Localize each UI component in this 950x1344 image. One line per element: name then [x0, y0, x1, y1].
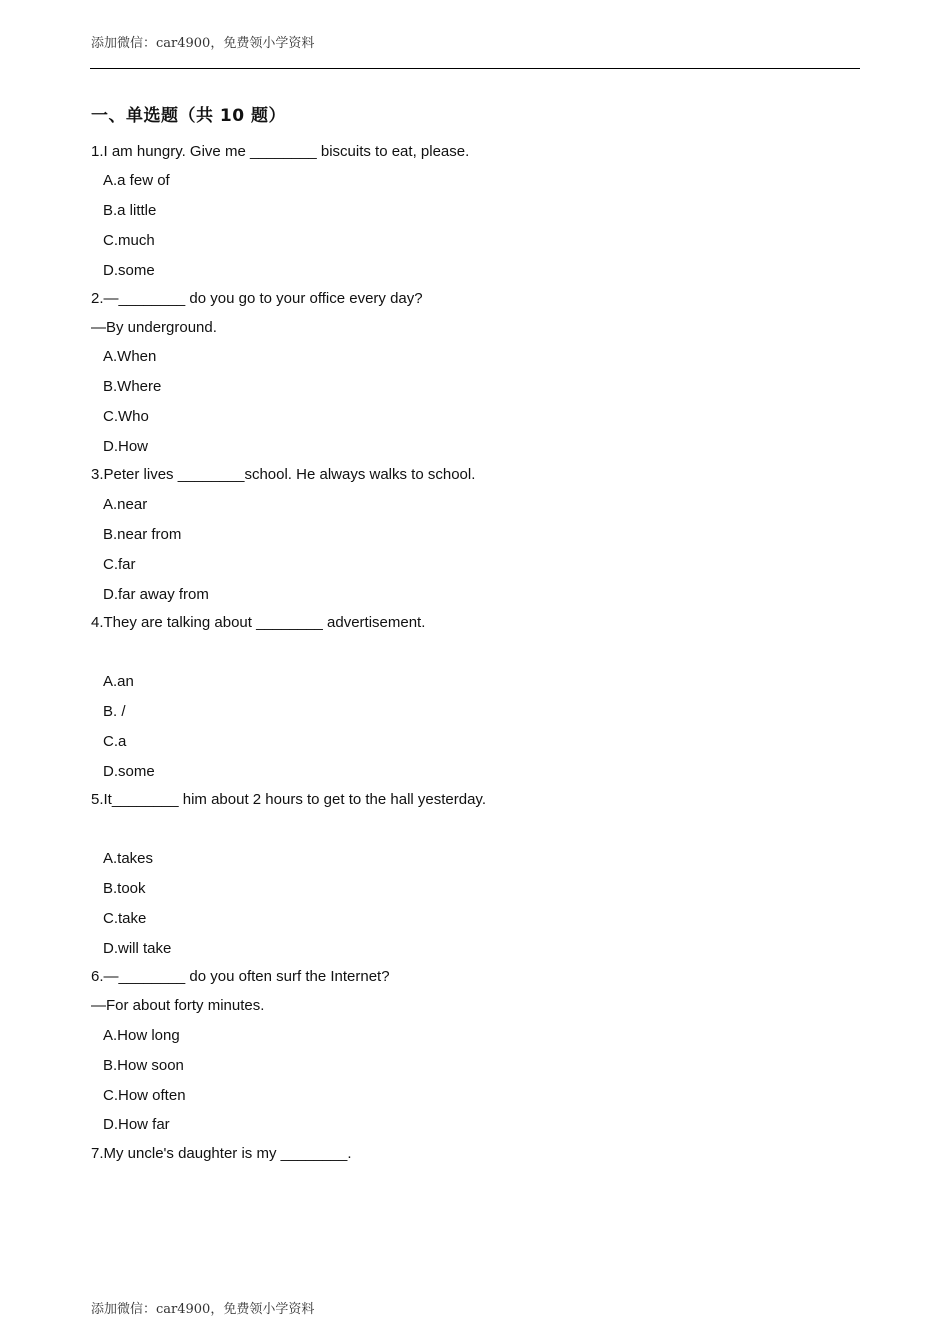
question-3-option-a[interactable]: A.near: [103, 496, 148, 513]
question-2-option-d[interactable]: D.How: [103, 438, 149, 455]
question-1-stem: 1.I am hungry. Give me ________ biscuits to eat, please.: [91, 143, 470, 160]
section-title: 一、单选题（共 10 题）: [91, 106, 286, 126]
question-5-option-c[interactable]: C.take: [103, 910, 147, 927]
header-divider: [90, 68, 860, 69]
question-6-option-c[interactable]: C.How often: [103, 1087, 186, 1104]
question-5-stem: 5.It________ him about 2 hours to get to the hall yesterday.: [91, 791, 486, 808]
question-5-option-a[interactable]: A.takes: [103, 850, 154, 867]
question-1-option-b[interactable]: B.a little: [103, 202, 157, 219]
question-4-option-b[interactable]: B. /: [103, 703, 126, 720]
question-6-option-b[interactable]: B.How soon: [103, 1057, 184, 1074]
question-2-option-a[interactable]: A.When: [103, 348, 157, 365]
question-4-stem: 4.They are talking about ________ advertisement.: [91, 614, 426, 631]
question-6-option-a[interactable]: A.How long: [103, 1027, 180, 1044]
question-6-reply: —For about forty minutes.: [91, 997, 265, 1014]
question-7-stem: 7.My uncle's daughter is my ________.: [91, 1145, 352, 1162]
header-watermark: 添加微信：car4900，免费领小学资料: [91, 36, 315, 51]
question-2-reply: —By underground.: [91, 319, 217, 336]
question-5-option-b[interactable]: B.took: [103, 880, 146, 897]
question-3-stem: 3.Peter lives ________school. He always walks to school.: [91, 466, 476, 483]
question-6-stem: 6.—________ do you often surf the Internet?: [91, 968, 390, 985]
question-4-option-d[interactable]: D.some: [103, 763, 155, 780]
question-3-option-b[interactable]: B.near from: [103, 526, 182, 543]
question-1-option-c[interactable]: C.much: [103, 232, 155, 249]
footer-watermark: 添加微信：car4900，免费领小学资料: [91, 1302, 315, 1317]
question-4-option-c[interactable]: C.a: [103, 733, 127, 750]
question-2-option-c[interactable]: C.Who: [103, 408, 149, 425]
question-5-option-d[interactable]: D.will take: [103, 940, 172, 957]
question-1-option-d[interactable]: D.some: [103, 262, 155, 279]
question-6-option-d[interactable]: D.How far: [103, 1116, 170, 1133]
question-1-option-a[interactable]: A.a few of: [103, 172, 170, 189]
question-4-option-a[interactable]: A.an: [103, 673, 134, 690]
question-2-stem: 2.—________ do you go to your office every day?: [91, 290, 423, 307]
question-3-option-d[interactable]: D.far away from: [103, 586, 209, 603]
question-3-option-c[interactable]: C.far: [103, 556, 136, 573]
question-2-option-b[interactable]: B.Where: [103, 378, 162, 395]
